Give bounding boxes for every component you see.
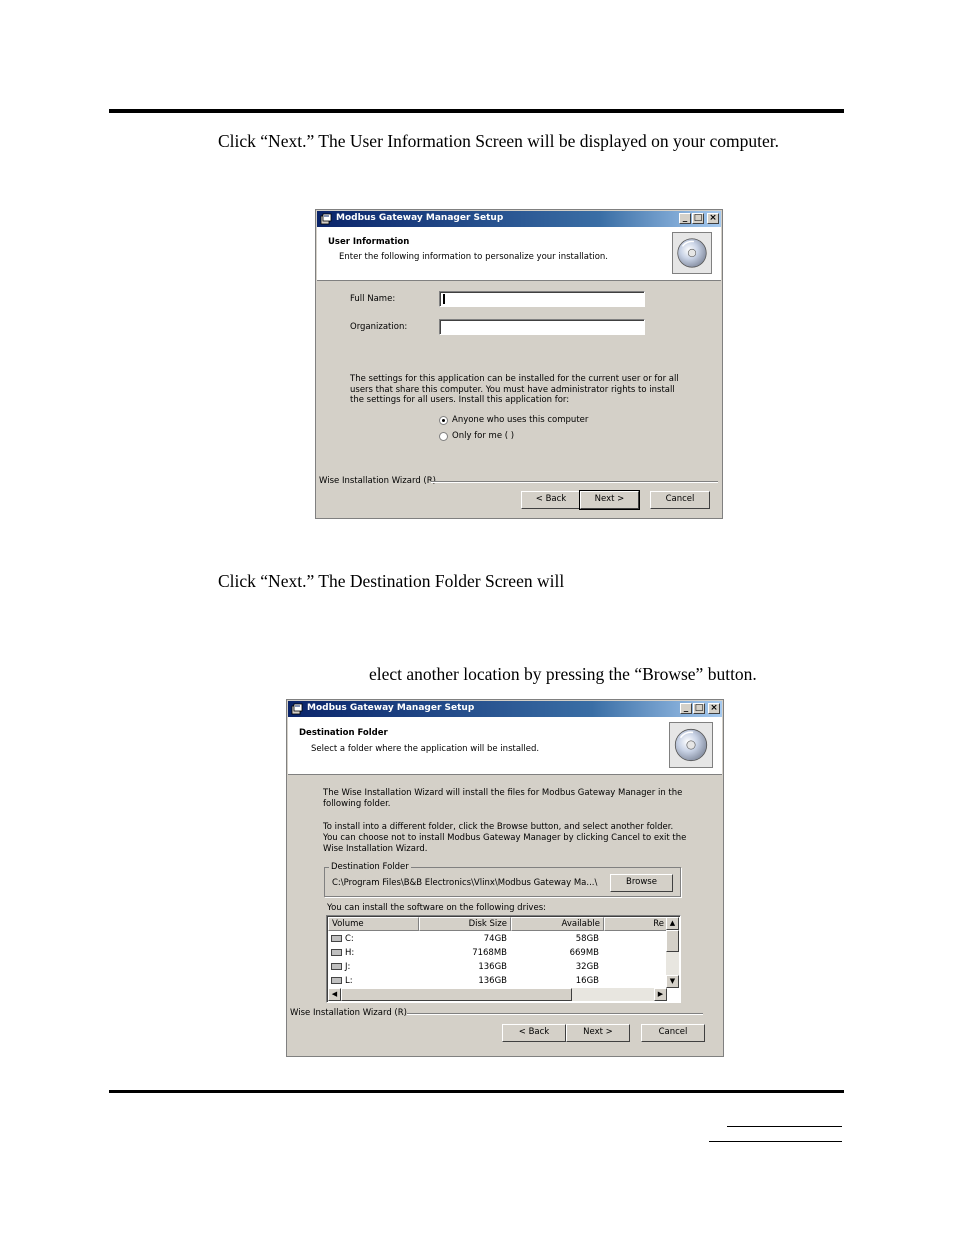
- destination-folder-legend: Destination Folder: [331, 862, 409, 872]
- back-button[interactable]: < Back: [521, 491, 581, 509]
- available-cell: 32GB: [575, 962, 599, 972]
- vertical-scroll-thumb[interactable]: [666, 930, 679, 952]
- destination-path: C:\Program Files\B&B Electronics\Vlinx\Modbus Gateway Ma...\: [332, 878, 598, 888]
- horizontal-scroll-thumb[interactable]: [341, 988, 572, 1001]
- scroll-down-button[interactable]: ▼: [666, 975, 679, 988]
- maximize-button[interactable]: □: [694, 703, 704, 713]
- back-button[interactable]: < Back: [502, 1024, 566, 1042]
- destination-folder-dialog: [286, 699, 724, 1057]
- header-title: Destination Folder: [299, 728, 388, 738]
- footer-link-line: [709, 1141, 842, 1142]
- top-rule: [109, 109, 844, 113]
- full-name-label: Full Name:: [350, 294, 396, 304]
- install-location-text: The Wise Installation Wizard will install the files for Modbus Gateway Manager in the following folder.: [323, 788, 683, 809]
- table-row[interactable]: [329, 946, 664, 960]
- available-cell: 58GB: [575, 934, 599, 944]
- vertical-scrollbar[interactable]: [666, 917, 679, 988]
- window-title: Modbus Gateway Manager Setup: [336, 213, 504, 223]
- footer-link-line: [727, 1126, 842, 1127]
- available-cell: 16GB: [575, 976, 599, 986]
- setup-app-icon: [291, 703, 303, 715]
- drives-label: You can install the software on the following drives:: [327, 903, 546, 913]
- radio-only-me-label[interactable]: Only for me ( ): [452, 431, 515, 441]
- network-drive-icon: [331, 949, 342, 956]
- size-cell: 7168MB: [472, 948, 507, 958]
- column-required[interactable]: Re: [604, 917, 668, 931]
- user-information-dialog: [315, 209, 723, 519]
- column-disk-size[interactable]: Disk Size: [419, 917, 511, 931]
- browse-instructions-text: To install into a different folder, click the Browse button, and select another folder.: [323, 822, 674, 832]
- close-button[interactable]: ×: [708, 703, 720, 714]
- cancel-instructions-text: You can choose not to install Modbus Gateway Manager by clicking Cancel to exit the Wise Installation Wizard.: [323, 833, 687, 854]
- paragraph-user-info: Click “Next.” The User Information Screen will be displayed on your computer.: [218, 131, 779, 151]
- organization-label: Organization:: [350, 322, 408, 332]
- cd-disc-icon: [669, 722, 713, 768]
- hard-drive-icon: [331, 935, 342, 942]
- organization-input[interactable]: [439, 319, 645, 335]
- title-bar[interactable]: [317, 211, 721, 227]
- minimize-button[interactable]: _: [679, 213, 691, 224]
- available-cell: 669MB: [569, 948, 599, 958]
- table-row[interactable]: [329, 974, 664, 988]
- wizard-label: Wise Installation Wizard (R): [290, 1008, 407, 1018]
- install-scope-text: The settings for this application can be installed for the current user or for all users that share this computer. You must have administrator rights to install the settings for all users. Install this application for:: [350, 374, 679, 405]
- close-button[interactable]: ×: [707, 213, 719, 224]
- dialog-header: [288, 717, 722, 775]
- full-name-input[interactable]: [439, 291, 645, 307]
- next-button[interactable]: Next >: [580, 491, 639, 509]
- wizard-label: Wise Installation Wizard (R): [319, 476, 436, 486]
- cd-disc-icon: [672, 232, 712, 274]
- paragraph-browse: elect another location by pressing the “Browse” button.: [369, 664, 757, 684]
- header-subtitle: Enter the following information to personalize your installation.: [339, 252, 608, 262]
- header-subtitle: Select a folder where the application will be installed.: [311, 744, 540, 754]
- separator-line: [431, 481, 718, 483]
- scroll-up-button[interactable]: ▲: [666, 917, 679, 930]
- dialog-header: [317, 227, 721, 281]
- volume-cell: L:: [345, 976, 353, 986]
- scroll-left-button[interactable]: ◀: [328, 988, 341, 1001]
- destination-folder-group: [324, 862, 681, 897]
- volume-cell: J:: [345, 962, 351, 972]
- header-title: User Information: [328, 237, 410, 247]
- cancel-button[interactable]: Cancel: [641, 1024, 705, 1042]
- volume-cell: C:: [345, 934, 354, 944]
- size-cell: 74GB: [483, 934, 507, 944]
- size-cell: 136GB: [478, 962, 507, 972]
- radio-anyone-label[interactable]: Anyone who uses this computer: [452, 415, 589, 425]
- maximize-button[interactable]: □: [693, 213, 703, 223]
- scroll-right-button[interactable]: ▶: [654, 988, 667, 1001]
- browse-button[interactable]: Browse: [610, 874, 673, 892]
- horizontal-scrollbar[interactable]: [328, 988, 667, 1001]
- network-drive-icon: [331, 963, 342, 970]
- separator-line: [407, 1013, 703, 1015]
- table-row[interactable]: [329, 960, 664, 974]
- table-row[interactable]: [329, 932, 664, 946]
- column-volume[interactable]: Volume: [328, 917, 419, 931]
- radio-anyone[interactable]: [439, 416, 448, 425]
- size-cell: 136GB: [478, 976, 507, 986]
- column-available[interactable]: Available: [511, 917, 604, 931]
- paragraph-destination: Click “Next.” The Destination Folder Screen will: [218, 571, 565, 591]
- window-title: Modbus Gateway Manager Setup: [307, 703, 475, 713]
- minimize-button[interactable]: _: [680, 703, 692, 714]
- next-button[interactable]: Next >: [566, 1024, 630, 1042]
- bottom-rule: [109, 1090, 844, 1093]
- text-caret: [443, 294, 445, 304]
- volume-cell: H:: [345, 948, 355, 958]
- radio-only-me[interactable]: [439, 432, 448, 441]
- setup-app-icon: [320, 213, 332, 225]
- drives-list[interactable]: [326, 915, 681, 1003]
- network-drive-icon: [331, 977, 342, 984]
- cancel-button[interactable]: Cancel: [650, 491, 710, 509]
- title-bar[interactable]: [288, 701, 722, 717]
